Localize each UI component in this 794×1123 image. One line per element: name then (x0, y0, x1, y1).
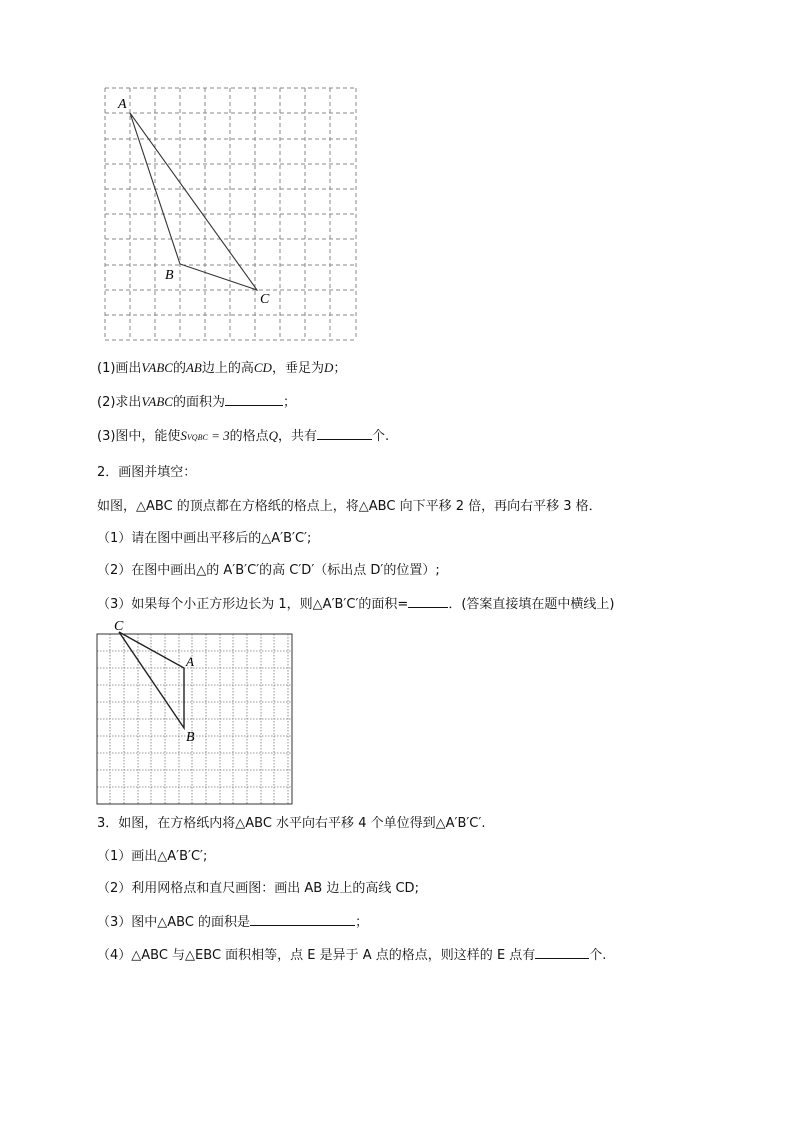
figure2-grid-diagram (92, 615, 298, 807)
p3-question-4: （4）△ABC 与△EBC 面积相等，点 E 是异于 A 点的格点，则这样的 E 点有 个. (97, 944, 606, 965)
answer-blank[interactable] (408, 593, 448, 608)
p3-question-3: （3）图中△ABC 的面积是 ； (97, 911, 368, 932)
figure1-triangle-abc (130, 113, 257, 290)
figure2-label-a: A (186, 654, 194, 669)
p3-question-2: （2）利用网格点和直尺画图：画出 AB 边上的高线 CD; (97, 881, 419, 896)
answer-blank[interactable] (225, 391, 283, 406)
answer-blank[interactable] (250, 911, 355, 926)
figure2-triangle-abc (119, 632, 184, 728)
figure1-grid (105, 88, 356, 340)
p1-question-2: (2)求出VABC的面积为 ； (97, 391, 296, 412)
p2-question-1: （1）请在图中画出平移后的△A′B′C′; (97, 531, 312, 546)
answer-blank[interactable] (317, 425, 372, 440)
figure2-label-c: C (114, 619, 124, 634)
p3-question-1: （1）画出△A′B′C′; (97, 849, 208, 864)
p2-question-3: （3）如果每个小正方形边长为 1，则△A′B′C′的面积= ．(答案直接填在题中横线上) (97, 593, 614, 614)
p1-question-3: (3)图中，能使SVQBC = 3的格点Q，共有 个. (97, 425, 389, 447)
p2-question-2: （2）在图中画出△的 A′B′C′的高 C′D′（标出点 D′的位置）; (97, 563, 440, 578)
figure1-label-c: C (260, 292, 270, 307)
figure1-grid-diagram (95, 82, 370, 348)
figure2-grid (97, 634, 292, 804)
p2-intro: 如图，△ABC 的顶点都在方格纸的格点上，将△ABC 向下平移 2 倍，再向右平移 3 格． (97, 499, 602, 514)
figure2-label-b: B (186, 730, 195, 745)
answer-blank[interactable] (535, 944, 589, 959)
figure1-label-b: B (165, 268, 174, 283)
p3-title: 3．如图，在方格纸内将△ABC 水平向右平移 4 个单位得到△A′B′C′. (97, 816, 486, 831)
p1-question-1: (1)画出VABC的AB边上的高CD，垂足为D； (97, 360, 347, 376)
p2-title: 2．画图并填空： (97, 465, 197, 480)
figure1-label-a: A (118, 97, 127, 112)
